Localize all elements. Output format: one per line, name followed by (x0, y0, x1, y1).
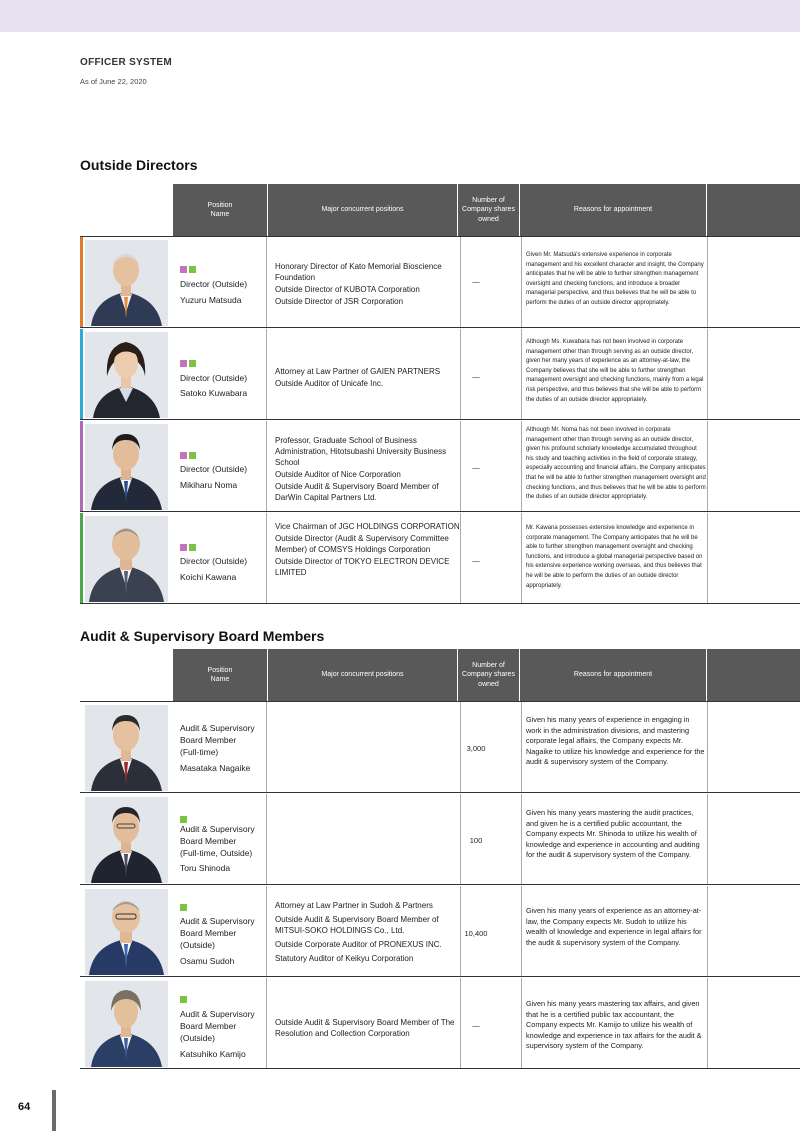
auditor-row (80, 794, 800, 885)
auditor-photo (85, 797, 168, 883)
officer-name: Yuzuru Matsuda (180, 295, 242, 305)
auditor-row (80, 978, 800, 1069)
auditor-row (80, 886, 800, 977)
purple-mark (180, 266, 187, 273)
row-accent (80, 329, 83, 419)
concurrent-positions: Honorary Director of Kato Memorial Bioscience Foundation Outside Director of KUBOTA Corporation Outside Director of JSR Corporation (275, 262, 442, 306)
officer-name: Katsuhiko Kamijo (180, 1049, 246, 1059)
officer-position: Audit & Supervisory Board Member (Outside) (180, 1009, 255, 1043)
officer-name: Toru Shinoda (180, 863, 231, 873)
role-marks (180, 360, 196, 367)
header-extra-column (707, 649, 800, 701)
header-position-name: Position Name (173, 649, 268, 701)
purple-mark (180, 452, 187, 459)
header-reasons: Reasons for appointment (520, 649, 707, 701)
shares-owned: 100 (469, 836, 483, 845)
header-shares: Number of Company shares owned (458, 184, 520, 236)
header-reasons: Reasons for appointment (520, 184, 707, 236)
header-concurrent: Major concurrent positions (268, 184, 458, 236)
appointment-reason: Mr. Kawana possesses extensive knowledge and experience in corporate management. The Company anticipates that he will be able to further strengthen management oversight and checking functions, and introduce a global managerial perspective based on his extensive experience working overseas, and thus believes that he will be able to perform the duties of an outside director appropriately. (526, 525, 703, 589)
appointment-reason: Given his many years of experience in engaging in work in the administration divisions, and mastering corporate legal affairs, the Company expects Mr. Nagaike to utilize his knowledge and experience for the audit & supervisory system of the Company. (526, 715, 705, 767)
director-row (80, 237, 800, 328)
concurrent-positions: Professor, Graduate School of Business Administration, Hitotsubashi University Business School Outside Auditor of Nice Corporation Outside Audit & Supervisory Board Member of DarWin Capital Partners Ltd. (275, 436, 447, 502)
audit-board-title: Audit & Supervisory Board Members (80, 628, 325, 644)
officer-position: Audit & Supervisory Board Member (Full-time) (180, 723, 255, 757)
shares-owned: 10,400 (464, 929, 488, 938)
shares-owned: — (472, 1021, 480, 1030)
top-band (0, 0, 800, 32)
audit-table-header (173, 649, 800, 701)
role-marks (180, 816, 187, 823)
green-mark (189, 544, 196, 551)
role-marks (180, 544, 196, 551)
outside-table-header (173, 184, 800, 236)
purple-mark (180, 360, 187, 367)
officer-name: Masataka Nagaike (180, 763, 251, 773)
concurrent-positions: Attorney at Law Partner of GAIEN PARTNERS Outside Auditor of Unicafe Inc. (275, 367, 441, 388)
appointment-reason: Although Mr. Noma has not been involved in corporate management other than through serving as an outside director, given his profound scholarly knowledge accumulated throughout his study and teaching activities in the field of corporate strategy, especially accounting and financial affairs, the Company anticipates that he will be able to further strengthen management oversight and checking functions, and thus believes that he will be able to perform the duties of an outside director appropriately. (526, 427, 706, 501)
auditor-photo (85, 705, 168, 791)
shares-owned: 3,000 (466, 744, 486, 753)
page-number-bar (52, 1090, 56, 1131)
concurrent-positions: Attorney at Law Partner in Sudoh & Partners Outside Audit & Supervisory Board Member of MITSUI-SOKO HOLDINGS Co., Ltd. Outside Corporate Auditor of PRONEXUS INC. Statutory Auditor of Keikyu Corporation (275, 901, 442, 963)
director-row (80, 421, 800, 512)
officer-name: Satoko Kuwabara (180, 388, 248, 398)
officer-position: Director (Outside) (180, 279, 248, 289)
header-concurrent: Major concurrent positions (268, 649, 458, 701)
officer-name: Osamu Sudoh (180, 956, 235, 966)
role-marks (180, 996, 187, 1003)
row-accent (80, 513, 83, 603)
header-extra-column (707, 184, 800, 236)
auditor-photo (85, 981, 168, 1067)
header-position-name: Position Name (173, 184, 268, 236)
appointment-reason: Given his many years of experience as an attorney-at-law, the Company expects Mr. Sudoh to utilize his wealth of knowledge and experience in legal affairs for the audit & supervisory system of the Company. (526, 906, 702, 947)
concurrent-positions: Vice Chairman of JGC HOLDINGS CORPORATION Outside Director (Audit & Supervisory Committee Member) of COMSYS Holdings Corporation Outside Director of TOKYO ELECTRON DEVICE LIMITED (275, 522, 460, 577)
shares-owned: — (472, 463, 480, 472)
role-marks (180, 452, 196, 459)
auditor-row (80, 702, 800, 793)
concurrent-positions: Outside Audit & Supervisory Board Member of The Resolution and Collection Corporation (275, 1018, 455, 1038)
green-mark (180, 816, 187, 823)
director-photo (85, 424, 168, 510)
officer-position: Director (Outside) (180, 556, 248, 566)
officer-position: Director (Outside) (180, 464, 248, 474)
appointment-reason: Given his many years mastering the audit practices, and given he is a certified public accountant, the Company expects Mr. Shinoda to utilize his wealth of knowledge and experience in accounting and auditing for the audit & supervisory system of the Company. (526, 808, 700, 860)
header-shares: Number of Company shares owned (458, 649, 520, 701)
appointment-reason: Although Ms. Kuwabara has not been involved in corporate management other than through serving as an outside director, given her many years of experience as an attorney-at-law, the Company believes that she will be able to further strengthen management oversight and checking functions, mainly from a legal risk perspective, and thus believes that she will be able to perform the duties of an outside director appropriately. (526, 339, 704, 403)
director-photo (85, 240, 168, 326)
green-mark (180, 904, 187, 911)
shares-owned: — (472, 277, 480, 286)
officer-position: Audit & Supervisory Board Member (Full-time, Outside) (180, 824, 255, 858)
shares-owned: — (472, 372, 480, 381)
officer-position: Audit & Supervisory Board Member (Outside) (180, 916, 255, 950)
director-row (80, 513, 800, 604)
green-mark (189, 360, 196, 367)
row-accent (80, 421, 83, 511)
role-marks (180, 904, 187, 911)
officer-system-title: OFFICER SYSTEM (80, 57, 172, 68)
green-mark (189, 266, 196, 273)
director-row (80, 329, 800, 420)
green-mark (180, 996, 187, 1003)
outside-directors-title: Outside Directors (80, 157, 198, 173)
row-accent (80, 237, 83, 327)
director-photo (85, 516, 168, 602)
role-marks (180, 266, 196, 273)
officer-position: Director (Outside) (180, 373, 248, 383)
director-photo (85, 332, 168, 418)
appointment-reason: Given his many years mastering tax affairs, and given that he is a certified public tax accountant, the Company expects Mr. Kamijo to utilize his wealth of knowledge and experience in tax affairs for the audit & supervisory system of the Company. (526, 999, 702, 1051)
appointment-reason: Given Mr. Matsuda's extensive experience in corporate management and his excellent character and insight, the Company anticipates that he will be able to further strengthen management oversight and checking functions, and introduce a broader managerial perspective, and thus believes that he will be able to perform the duties of an outside director appropriately. (526, 252, 704, 306)
as-of-date: As of June 22, 2020 (80, 77, 147, 86)
page-number: 64 (18, 1101, 31, 1113)
officer-name: Mikiharu Noma (180, 480, 238, 490)
officer-name: Koichi Kawana (180, 572, 237, 582)
purple-mark (180, 544, 187, 551)
auditor-photo (85, 889, 168, 975)
green-mark (189, 452, 196, 459)
shares-owned: — (472, 556, 480, 565)
